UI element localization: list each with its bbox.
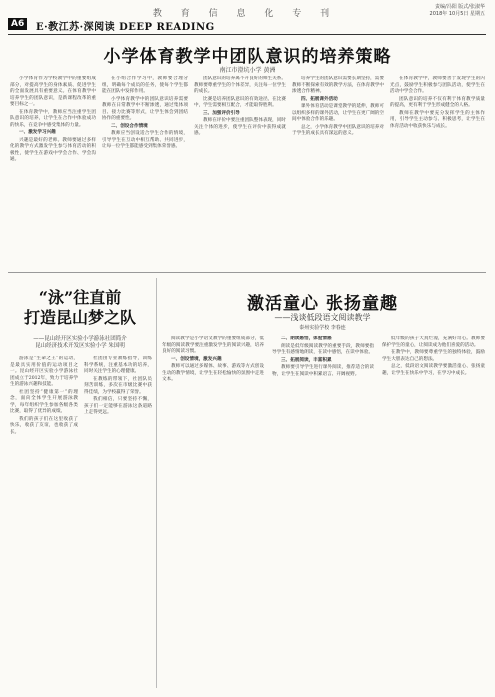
paragraph: 社团坚持“健康第一”的理念，面向全体学生开展游泳教学，每年组织学生参加各级各类比赛，取得了优异的成绩。 <box>10 389 78 414</box>
section-heading: 三、拓展阅读，丰富积累 <box>281 357 332 363</box>
article-column-2 <box>84 356 152 686</box>
paragraph: 在教练的带领下，社团队员刻苦训练，多次在市级比赛中获得佳绩，为学校赢得了荣誉。 <box>84 376 152 395</box>
title-line: “泳”往直前 <box>38 288 122 307</box>
issue-date: 2018年 10月5日 星期五 <box>429 11 485 17</box>
paragraph: 课外体育活动是课堂教学的延伸，教师可以组织多样的课外活动，让学生在更广阔的空间中体验合作的乐趣。 <box>292 104 384 122</box>
column-divider <box>156 278 157 688</box>
page-header <box>0 10 495 33</box>
paragraph: 团队意识的培养不仅有利于体育教学质量的提高，更有利于学生形成健全的人格。 <box>390 96 485 108</box>
paragraph: 比赛是培养团队意识的有效途径。在比赛中，学生需要相互配合，才能取得胜利。 <box>194 96 286 108</box>
section-heading: 二、创设合作情境 <box>111 123 148 129</box>
section-heading: 三、加强评价引导 <box>203 110 240 116</box>
paragraph: 在体育教学中，教师应当注重学生团队意识的培养，让学生在合作中体验成功的快乐，在竞争中感受集体的力量。 <box>10 109 96 128</box>
article-title: 小学体育教学中团队意识的培养策略 <box>103 47 392 67</box>
paragraph: 教师要引导学生进行课外阅读，推荐适合的读物，让学生在阅读中积累语言、开阔视野。 <box>272 365 374 377</box>
paragraph: 总之，小学体育教学中团队意识的培养对于学生的成长具有深远的意义。 <box>292 124 384 136</box>
paragraph: 教师应当创设适合学生合作的情境，引导学生在互动中相互帮助、共同进步，让每一位学生都能感受到集体荣誉感。 <box>102 131 188 149</box>
article-author: 南江市澄坑小学 黄洲 <box>219 67 276 74</box>
article-column-3 <box>382 336 485 686</box>
section-heading: 四、拓展课外活动 <box>301 96 338 102</box>
article-column-3 <box>194 76 286 266</box>
paragraph: 我们相信，只要坚持不懈，孩子们一定能够在游泳这条道路上走得更远。 <box>84 397 152 415</box>
subtitle-line: ——昆山经开区实验小学游泳社团简介 <box>33 336 127 342</box>
article-subtitle <box>10 336 150 350</box>
section-title: E·教江苏·深阅读 DEEP READING <box>36 22 215 33</box>
paragraph: 团队意识的培养离不开良好的师生关系。教师要尊重学生的个体差异，关注每一位学生的成长。 <box>194 76 286 94</box>
article-author: 泰州实验学校 李春连 <box>299 325 346 331</box>
paragraph: 我们的孩子们在这里收获了快乐，收获了友谊，也收获了成长。 <box>10 416 78 435</box>
title-line: 打造昆山梦之队 <box>23 308 136 327</box>
paragraph: 教师在教学中要充分发挥学生的主体作用，引导学生主动参与、积极思考，让学生在体育活动中收获快乐与成长。 <box>390 110 485 129</box>
paragraph: 小学体育教学中的团队意识培养需要教师在日常教学中不断渗透，通过集体项目、接力比赛等形式，让学生体会到团结协作的重要性。 <box>102 96 188 121</box>
article-column-4 <box>292 76 384 266</box>
article-column-2 <box>272 336 374 686</box>
paragraph: 在小组合作学习中，教师要合理分组，明确每个成员的任务，使每个学生都能在团队中发挥作用。 <box>102 76 188 94</box>
paragraph: 培养学生的团队意识需要长期坚持，需要教师不断探索有效的教学方法，在体育教学中渗透合作精神。 <box>292 76 384 94</box>
paragraph: 兴趣是最好的老师。教师要通过多样化的教学方式激发学生参与体育活动的积极性，使学生在游戏中学会合作、学会沟通。 <box>10 137 96 162</box>
section-heading: 二、朗读感悟，体验情感 <box>281 336 332 341</box>
section-heading: 一、创设情境，激发兴趣 <box>171 356 222 362</box>
paragraph: 在体育教学中，教师要善于发现学生的闪光点，鼓励学生积极参与团队活动，使学生在活动中学会合作。 <box>390 76 485 94</box>
article-subtitle: ——浅谈低段语文阅读教学 <box>274 313 371 322</box>
paragraph: 总之，低段语文阅读教学要激活童心、张扬童趣，让学生在快乐中学习，在学习中成长。 <box>382 364 485 376</box>
page-number: A6 <box>8 18 27 30</box>
paragraph: 小学体育作为学校教学中的重要组成部分，对提高学生的身体素质、促进学生的全面发展具有重要意义。在体育教学中培养学生的团队意识，是新课程改革的重要目标之一。 <box>10 76 96 107</box>
header-rule <box>8 34 486 35</box>
paragraph: 游泳是“生命之王”的运动，是最具实用价值的运动项目之一。昆山经开区实验小学游泳社团成立于2012年，致力于培养学生的游泳兴趣和技能。 <box>10 356 78 387</box>
article-column-1 <box>10 356 78 686</box>
paragraph: 在教学中，教师要尊重学生的独特体验，鼓励学生大胆表达自己的想法。 <box>382 350 485 362</box>
paragraph: 朗读是低年级阅读教学的重要手段，教师要指导学生有感情地朗读，在读中感悟，在读中体验。 <box>272 343 374 355</box>
special-issue-title: 教 育 信 息 化 专 刊 <box>152 9 338 19</box>
paragraph: 教师可以通过多媒体、故事、游戏等方式创设生动的教学情境，让学生在轻松愉快的氛围中走进文本。 <box>162 364 264 382</box>
article-title: 激活童心 张扬童趣 <box>247 294 398 314</box>
article-column-1 <box>162 336 264 686</box>
section-divider <box>8 272 486 273</box>
author-line: 昆山经济技术开发区实验小学 朱国明 <box>35 343 125 349</box>
article-column-2 <box>102 76 188 266</box>
paragraph: 教师在评价中要注重团队整体表现，同时关注个体的进步，使学生在评价中获得成就感。 <box>194 118 286 136</box>
section-heading: 一、激发学习兴趣 <box>19 130 56 135</box>
article-title <box>10 288 150 328</box>
article-column-5 <box>390 76 485 266</box>
article-column-1 <box>10 76 96 266</box>
paragraph: 阅读教学是小学语文教学的重要组成部分，低年级的阅读教学要注重激发学生的阅读兴趣，培养良好的阅读习惯。 <box>162 336 264 354</box>
paragraph: 社团由专业教练指导，训练科学系统，注重基本功的培养，同时关注学生的心理健康。 <box>84 356 152 374</box>
paragraph: 低年级的孩子天真烂漫，充满好奇心。教师要保护学生的童心，让阅读成为他们喜爱的活动。 <box>382 336 485 348</box>
editor-credit: 责编/冯阳 版式/张淑华 <box>435 4 485 10</box>
